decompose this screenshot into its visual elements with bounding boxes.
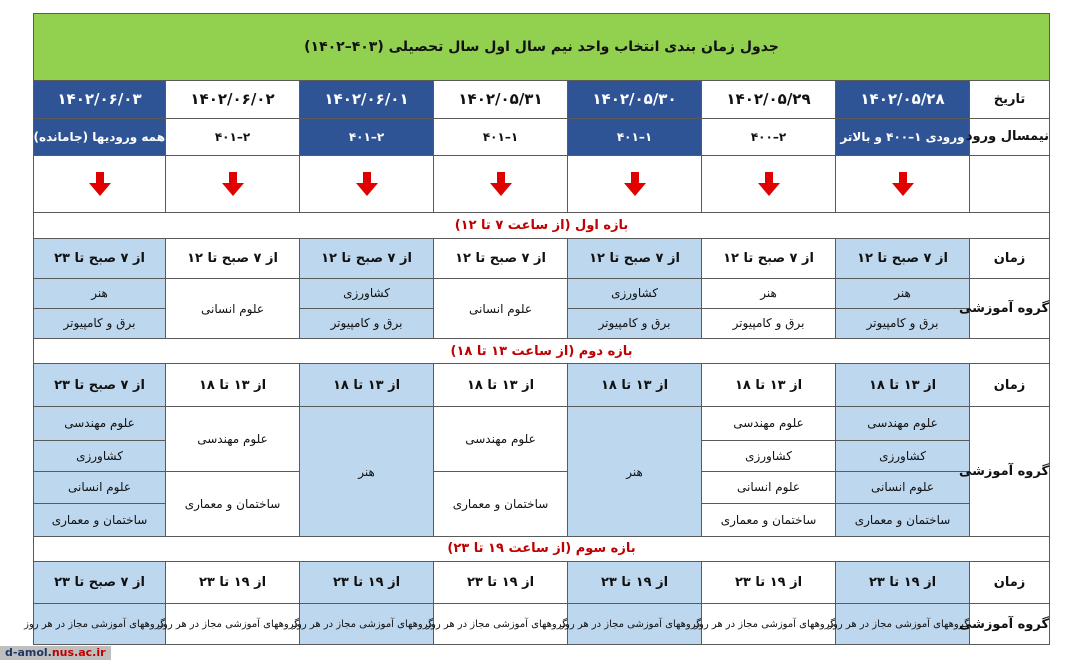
time-cell: از ۱۳ تا ۱۸ bbox=[434, 364, 568, 407]
group-cell: کشاورزی bbox=[34, 440, 166, 471]
time-cell: از ۷ صبح تا ۲۳ bbox=[34, 238, 166, 279]
group-cell: کشاورزی bbox=[836, 440, 970, 471]
arrow-down-icon bbox=[356, 172, 378, 196]
time-cell: از ۱۳ تا ۱۸ bbox=[568, 364, 702, 407]
group-cell: برق و کامپیوتر bbox=[836, 308, 970, 338]
entry-semester-label: نیمسال ورود bbox=[970, 118, 1050, 156]
time-cell: از ۷ صبح تا ۱۲ bbox=[166, 238, 300, 279]
time-cell: از ۱۹ تا ۲۳ bbox=[702, 561, 836, 604]
group-cell: هنر bbox=[34, 279, 166, 308]
group-cell: ساختمان و معماری bbox=[434, 472, 568, 537]
time-cell: از ۷ صبح تا ۱۲ bbox=[836, 238, 970, 279]
date-label: تاریخ bbox=[970, 81, 1050, 119]
dates-row bbox=[34, 81, 1050, 119]
group-cell: کشاورزی bbox=[702, 440, 836, 471]
date-cell: ۱۴۰۲/۰۶/۰۱ bbox=[300, 81, 434, 119]
group-cell: علوم مهندسی bbox=[702, 407, 836, 441]
group-cell: برق و کامپیوتر bbox=[300, 308, 434, 338]
time-label: زمان bbox=[970, 364, 1050, 407]
group-cell: گروههای آموزشی مجاز در هر روز bbox=[34, 604, 166, 645]
time-cell: از ۱۹ تا ۲۳ bbox=[300, 561, 434, 604]
arrow-down-icon bbox=[222, 172, 244, 196]
time-cell: از ۷ صبح تا ۱۲ bbox=[300, 238, 434, 279]
time-cell: از ۱۳ تا ۱۸ bbox=[300, 364, 434, 407]
group-cell: ساختمان و معماری bbox=[836, 503, 970, 537]
source-footer bbox=[0, 646, 111, 660]
group-cell: برق و کامپیوتر bbox=[568, 308, 702, 338]
group-cell: گروههای آموزشی مجاز در هر روز bbox=[568, 604, 702, 645]
group-cell: برق و کامپیوتر bbox=[702, 308, 836, 338]
group-cell: ساختمان و معماری bbox=[166, 472, 300, 537]
group-cell: هنر bbox=[836, 279, 970, 308]
group-cell: کشاورزی bbox=[568, 279, 702, 308]
group-cell: علوم انسانی bbox=[702, 472, 836, 503]
group-cell: علوم مهندسی bbox=[434, 407, 568, 472]
arrow-down-icon bbox=[758, 172, 780, 196]
entry-semester-cell: همه ورودیها (جامانده) bbox=[34, 118, 166, 156]
group-cell: هنر bbox=[568, 407, 702, 537]
time-cell: از ۱۳ تا ۱۸ bbox=[702, 364, 836, 407]
date-cell: ۱۴۰۲/۰۵/۲۹ bbox=[702, 81, 836, 119]
footer-domain-highlight: nus.ac.ir bbox=[51, 646, 106, 659]
time-cell: از ۷ صبح تا ۲۳ bbox=[34, 561, 166, 604]
group-cell: هنر bbox=[300, 407, 434, 537]
time-cell: از ۷ صبح تا ۱۲ bbox=[568, 238, 702, 279]
group-cell: ساختمان و معماری bbox=[34, 503, 166, 537]
schedule-table bbox=[24, 13, 1050, 645]
group-cell: گروههای آموزشی مجاز در هر روز bbox=[702, 604, 836, 645]
entry-semester-row bbox=[34, 118, 1050, 156]
group-cell: گروههای آموزشی مجاز در هر روز bbox=[166, 604, 300, 645]
date-cell: ۱۴۰۲/۰۶/۰۲ bbox=[166, 81, 300, 119]
time-cell: از ۱۹ تا ۲۳ bbox=[434, 561, 568, 604]
period-2-heading: بازه دوم (از ساعت ۱۳ تا ۱۸) bbox=[34, 339, 1050, 364]
time-cell: از ۷ صبح تا ۲۳ bbox=[34, 364, 166, 407]
entry-semester-cell: ۲–۴۰۰ bbox=[702, 118, 836, 156]
entry-semester-cell: ۱–۴۰۱ bbox=[568, 118, 702, 156]
group-cell: هنر bbox=[702, 279, 836, 308]
group-label: گروه آموزشی bbox=[970, 407, 1050, 537]
date-cell: ۱۴۰۲/۰۵/۳۱ bbox=[434, 81, 568, 119]
group-row bbox=[34, 604, 1050, 645]
time-row bbox=[34, 238, 1050, 279]
period-3-heading: بازه سوم (از ساعت ۱۹ تا ۲۳) bbox=[34, 537, 1050, 561]
date-cell: ۱۴۰۲/۰۵/۳۰ bbox=[568, 81, 702, 119]
group-cell: علوم انسانی bbox=[434, 279, 568, 339]
group-cell: ساختمان و معماری bbox=[702, 503, 836, 537]
group-cell: کشاورزی bbox=[300, 279, 434, 308]
arrow-down-icon bbox=[624, 172, 646, 196]
entry-semester-cell: ۲–۴۰۱ bbox=[166, 118, 300, 156]
group-cell: برق و کامپیوتر bbox=[34, 308, 166, 338]
date-cell: ۱۴۰۲/۰۶/۰۳ bbox=[34, 81, 166, 119]
time-cell: از ۷ صبح تا ۱۲ bbox=[702, 238, 836, 279]
time-cell: از ۱۹ تا ۲۳ bbox=[836, 561, 970, 604]
group-label: گروه آموزشی bbox=[970, 279, 1050, 339]
entry-semester-cell: ۱–۴۰۱ bbox=[434, 118, 568, 156]
group-label: گروه آموزشی bbox=[970, 604, 1050, 645]
entry-semester-cell: ۲–۴۰۱ bbox=[300, 118, 434, 156]
group-cell: علوم مهندسی bbox=[34, 407, 166, 441]
arrow-down-icon bbox=[490, 172, 512, 196]
group-cell: گروههای آموزشی مجاز در هر روز bbox=[434, 604, 568, 645]
group-cell: علوم مهندسی bbox=[836, 407, 970, 441]
arrows-row bbox=[34, 156, 1050, 213]
time-cell: از ۱۹ تا ۲۳ bbox=[166, 561, 300, 604]
group-cell: گروههای آموزشی مجاز در هر روز bbox=[300, 604, 434, 645]
group-cell: علوم مهندسی bbox=[166, 407, 300, 472]
arrow-down-icon bbox=[892, 172, 914, 196]
group-cell: علوم انسانی bbox=[166, 279, 300, 339]
time-cell: از ۱۹ تا ۲۳ bbox=[568, 561, 702, 604]
time-label: زمان bbox=[970, 561, 1050, 604]
arrow-down-icon bbox=[89, 172, 111, 196]
time-cell: از ۱۳ تا ۱۸ bbox=[166, 364, 300, 407]
table-title: جدول زمان بندی انتخاب واحد نیم سال اول سال تحصیلی (۴۰۳–۱۴۰۲) bbox=[34, 14, 1050, 81]
period-1-heading: بازه اول (از ساعت ۷ تا ۱۲) bbox=[34, 213, 1050, 238]
footer-domain: d-amol. bbox=[5, 646, 52, 659]
time-cell: از ۱۳ تا ۱۸ bbox=[836, 364, 970, 407]
group-cell: گروههای آموزشی مجاز در هر روز bbox=[836, 604, 970, 645]
time-label: زمان bbox=[970, 238, 1050, 279]
time-row bbox=[34, 364, 1050, 407]
entry-semester-cell: ورودی ۱–۴۰۰ و بالاتر bbox=[836, 118, 970, 156]
time-row bbox=[34, 561, 1050, 604]
group-cell: علوم انسانی bbox=[34, 472, 166, 503]
date-cell: ۱۴۰۲/۰۵/۲۸ bbox=[836, 81, 970, 119]
time-cell: از ۷ صبح تا ۱۲ bbox=[434, 238, 568, 279]
group-cell: علوم انسانی bbox=[836, 472, 970, 503]
